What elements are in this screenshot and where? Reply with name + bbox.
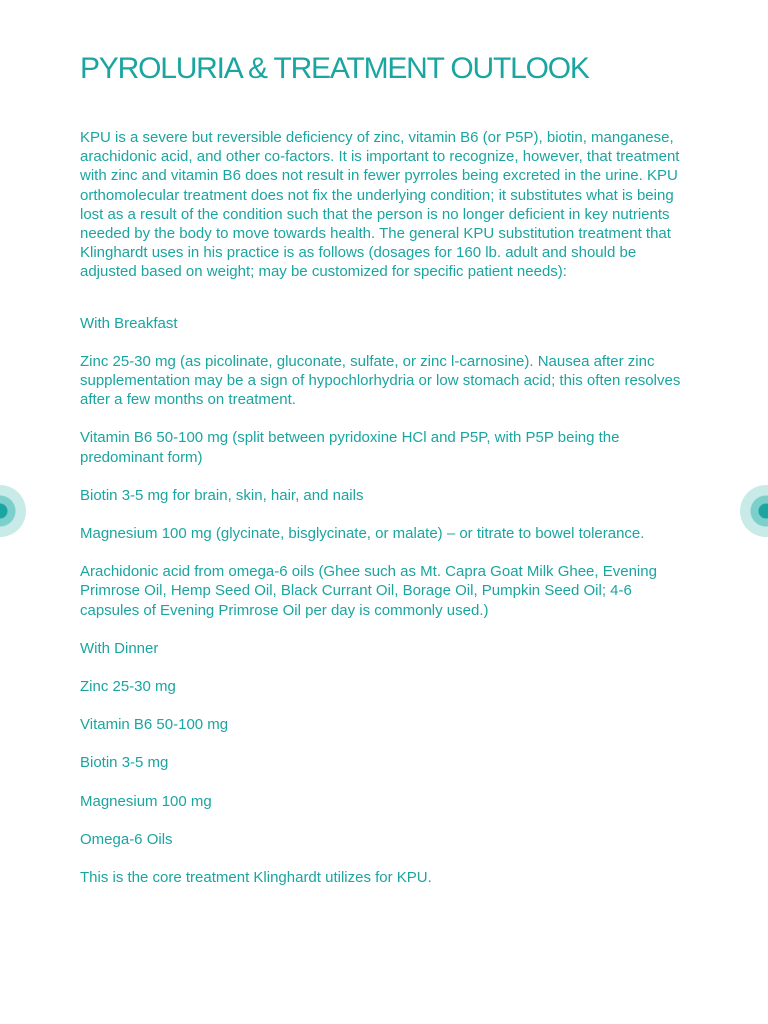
document-body <box>80 128 692 906</box>
intro-paragraph: KPU is a severe but reversible deficiency of zinc, vitamin B6 (or P5P), biotin, manganese, arachidonic acid, and other co-factors. It is important to recognize, however, that treatment with zinc and vitamin B6 does not result in fewer pyrroles being excreted in the urine. KPU orthomolecular treatment does not fix the underlying condition; it substitutes what is being lost as a result of the condition such that the person is no longer deficient in key nutrients needed by the body to move towards health. The general KPU substitution treatment that Klinghardt uses in his practice is as follows (dosages for 160 lb. adult and should be adjusted based on weight; may be customized for specific patient needs): <box>80 129 680 281</box>
breakfast-item-magnesium: Magnesium 100 mg (glycinate, bisglycinate, or malate) – or titrate to bowel tolerance. <box>80 525 645 543</box>
concentric-circle-icon <box>0 485 26 537</box>
concentric-circle-icon <box>740 485 768 537</box>
breakfast-item-arachidonic-acid: Arachidonic acid from omega-6 oils (Ghee such as Mt. Capra Goat Milk Ghee, Evening Primrose Oil, Hemp Seed Oil, Black Currant Oil, Borage Oil, Pumpkin Seed Oil; 4-6 capsules of Evening Primrose Oil per day is commonly used.) <box>80 563 657 619</box>
dinner-item-zinc: Zinc 25-30 mg <box>80 678 176 696</box>
closing-statement: This is the core treatment Klinghardt utilizes for KPU. <box>80 869 432 887</box>
dinner-item-biotin: Biotin 3-5 mg <box>80 754 169 772</box>
dinner-item-magnesium: Magnesium 100 mg <box>80 792 212 810</box>
breakfast-item-zinc: Zinc 25-30 mg (as picolinate, gluconate, sulfate, or zinc l-carnosine). Nausea after zinc supplementation may be a sign of hypochlorhydria or low stomach acid; this often resolves after a few months on treatment. <box>80 352 681 409</box>
breakfast-item-vitamin-b6: Vitamin B6 50-100 mg (split between pyridoxine HCl and P5P, with P5P being the predominant form) <box>80 429 620 466</box>
section-heading-breakfast: With Breakfast <box>80 314 178 332</box>
dinner-item-omega6: Omega-6 Oils <box>80 830 173 848</box>
breakfast-item-biotin: Biotin 3-5 mg for brain, skin, hair, and nails <box>80 486 364 504</box>
dinner-item-vitamin-b6: Vitamin B6 50-100 mg <box>80 716 229 734</box>
section-heading-dinner: With Dinner <box>80 639 159 657</box>
page-title: PYROLURIA & TREATMENT OUTLOOK <box>80 52 589 85</box>
